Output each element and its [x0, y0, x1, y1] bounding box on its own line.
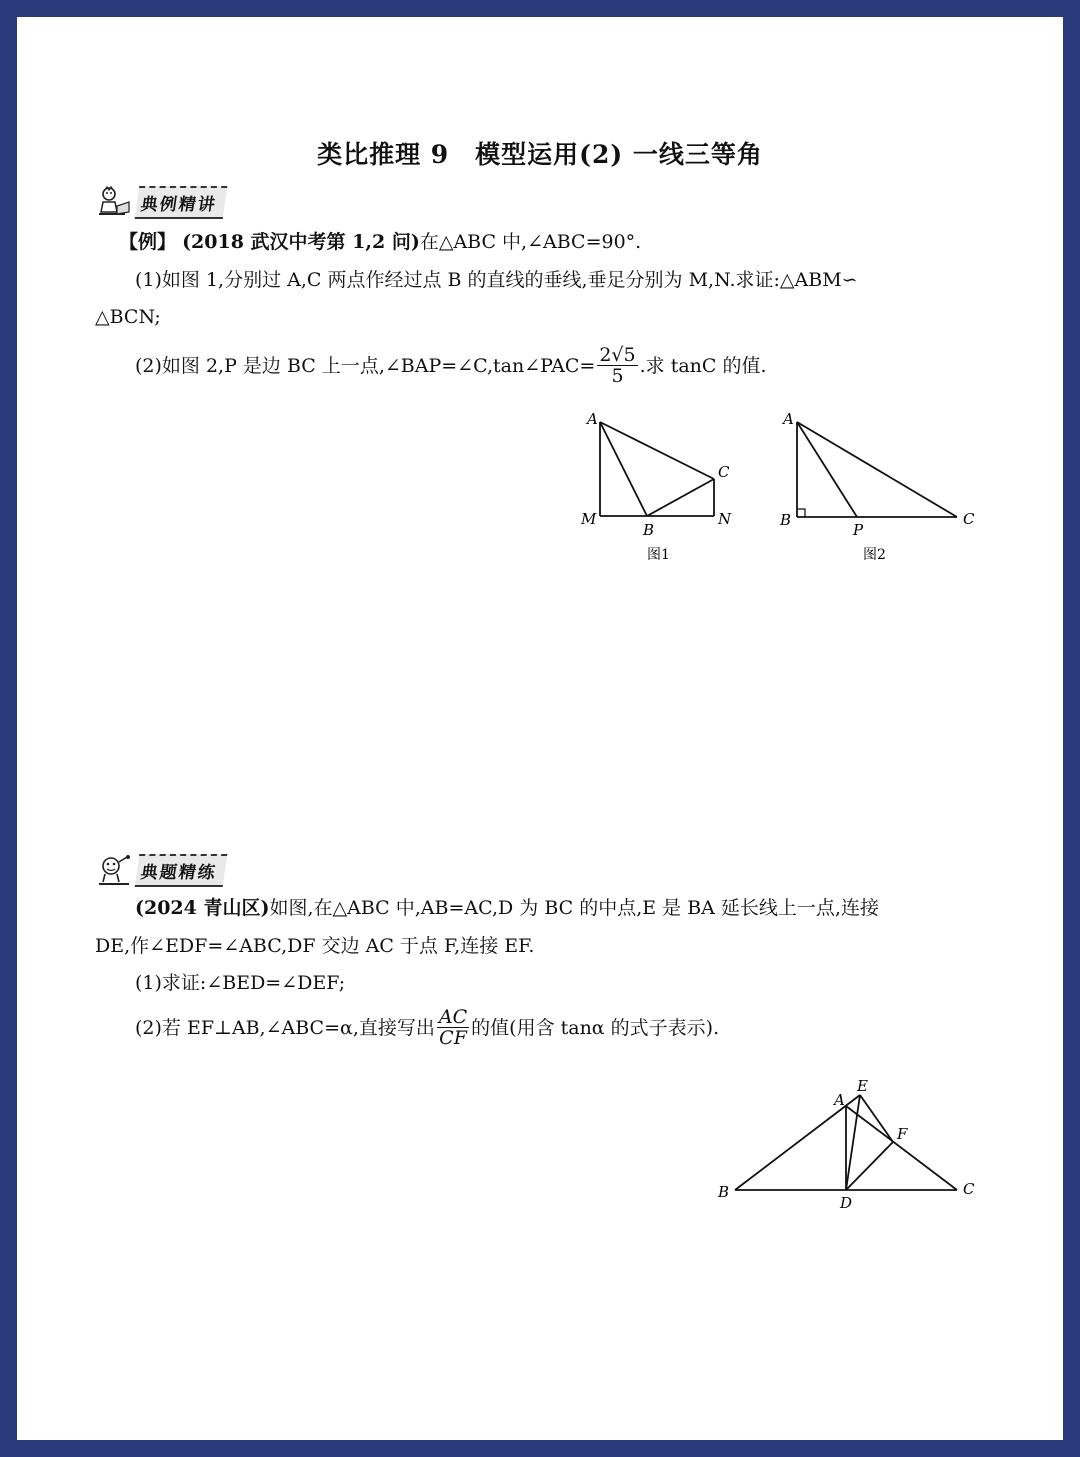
fig2-label-B: B [780, 511, 792, 529]
mascot-icon [95, 854, 137, 886]
practice-line-2: DE,作∠EDF=∠ABC,DF 交边 AC 于点 F,连接 EF. [95, 935, 535, 957]
fig1-label-N: N [718, 510, 732, 528]
segment-ED [846, 1095, 860, 1190]
fig3-label-D: D [840, 1194, 853, 1212]
section-label-examples: 典例精讲 [135, 186, 228, 219]
fig3-label-C: C [963, 1180, 975, 1198]
section-label-practice: 典题精练 [135, 854, 228, 887]
worksheet-page [17, 17, 1063, 1440]
example-q2-fraction [597, 345, 637, 386]
practice-q2-fraction [437, 1007, 469, 1048]
example-tag: 【例】 [119, 231, 177, 253]
example-q2-pre: (2)如图 2,P 是边 BC 上一点,∠BAP=∠C,tan∠PAC= [135, 354, 596, 377]
fig1-label-A: A [587, 410, 598, 428]
example-q2 [135, 345, 767, 386]
practice-q2-post: 的值(用含 tanα 的式子表示). [471, 1016, 720, 1039]
fig2-label-P: P [853, 521, 864, 539]
fraction-numerator: AC [438, 1006, 468, 1028]
example-q1-line2: △BCN; [95, 306, 161, 328]
segment-AC3 [846, 1106, 957, 1190]
practice-source: (2024 青山区) [135, 897, 270, 919]
page-title [17, 135, 1063, 171]
segment-AC2 [797, 422, 957, 517]
fig1-label-B: B [643, 521, 655, 539]
section-header-examples [95, 187, 225, 217]
fig2-label-C: C [963, 510, 975, 528]
fraction-denominator: 5 [611, 365, 624, 387]
section-header-practice [95, 855, 225, 885]
segment-AC [600, 422, 714, 479]
fig3-label-E: E [857, 1077, 868, 1095]
fig1-label-M: M [581, 510, 597, 528]
right-angle-mark [797, 509, 805, 517]
fig1-caption: 图1 [647, 547, 670, 563]
reading-person-icon [95, 186, 137, 218]
segment-EF [860, 1095, 893, 1142]
fraction-denominator: CF [439, 1027, 467, 1049]
fig2-caption: 图2 [863, 547, 886, 563]
practice-q2-pre: (2)若 EF⊥AB,∠ABC=α,直接写出 [135, 1016, 435, 1039]
figure-1 [577, 407, 747, 567]
example-source: (2018 武汉中考第 1,2 问) [182, 231, 420, 253]
segment-AB [600, 422, 647, 516]
title-part1: 类比推理 9 [317, 140, 450, 169]
practice-text: 如图,在△ABC 中,AB=AC,D 为 BC 的中点,E 是 BA 延长线上一点,连接 [269, 897, 879, 919]
example-q2-post: .求 tanC 的值. [639, 354, 767, 377]
title-part2: 模型运用(2) 一线三等角 [475, 140, 763, 169]
figure-3 [707, 1077, 1007, 1217]
practice-line-1 [135, 895, 879, 921]
fig3-label-F: F [897, 1125, 908, 1143]
example-q1-line1: (1)如图 1,分别过 A,C 两点作经过点 B 的直线的垂线,垂足分别为 M,N.求证:△ABM∽ [135, 269, 858, 291]
example-line-1 [119, 229, 641, 255]
fig3-label-B: B [718, 1183, 730, 1201]
fraction-numerator: 2√5 [599, 344, 636, 366]
segment-AP [797, 422, 857, 517]
segment-BC [647, 479, 714, 516]
segment-DF [846, 1142, 893, 1190]
practice-q2 [135, 1007, 719, 1048]
fig1-label-C: C [718, 463, 730, 481]
fig3-label-A: A [834, 1091, 845, 1109]
figure-2 [777, 407, 987, 567]
fig2-label-A: A [783, 410, 794, 428]
example-stem: 在△ABC 中,∠ABC=90°. [419, 231, 642, 253]
practice-q1: (1)求证:∠BED=∠DEF; [135, 972, 346, 994]
segment-BE [735, 1095, 860, 1190]
